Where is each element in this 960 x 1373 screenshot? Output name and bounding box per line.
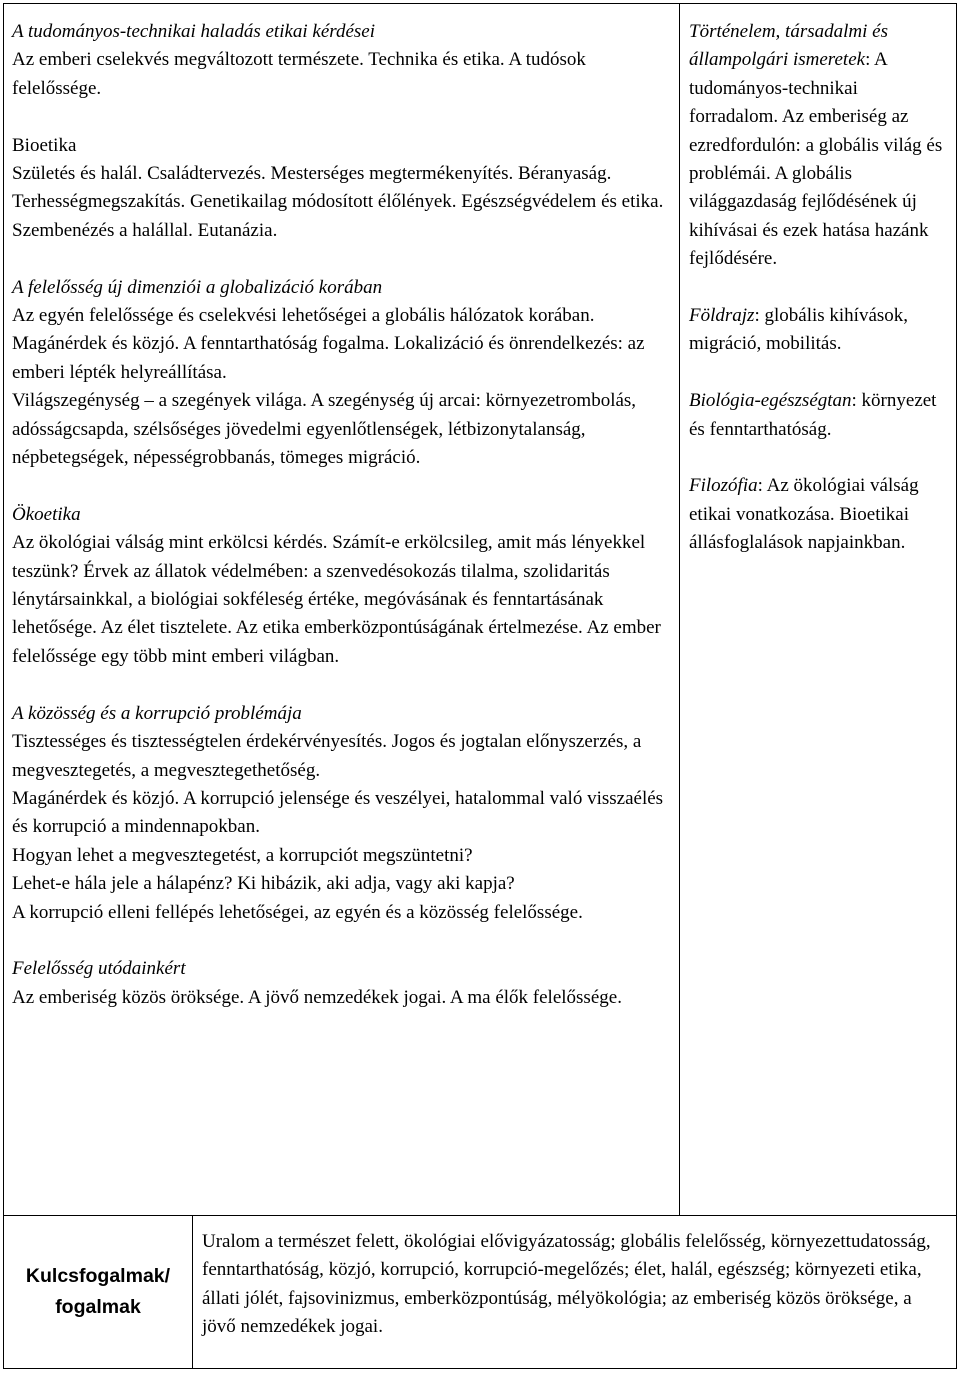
section-paragraph: Magánérdek és közjó. A korrupció jelensége és veszélyei, hatalommal való visszaélés és korrupció a mindennapokban. — [12, 787, 664, 838]
section-ecoethics — [12, 501, 672, 671]
section-paragraph: A korrupció elleni fellépés lehetőségei, az egyén és a közösség felelőssége. — [12, 901, 583, 923]
section-paragraph: Az ökológiai válság mint erkölcsi kérdés. Számít-e erkölcsileg, amit más lényekkel teszünk? Érvek az állatok védelmében: a szenvedésokozás tilalma, szolidaritás lénytársainkkal, a biológiai sokféleség értéke, megóvásának és fenntartásának lehetősége. Az élet tisztelete. Az etika emberközpontúságának értelmezése. Az ember felelőssége egy több mint emberi világban. — [12, 532, 661, 667]
subject-name: Történelem, társadalmi és állampolgári ismeretek — [689, 21, 888, 71]
section-paragraph: Az egyén felelőssége és cselekvési lehetőségei a globális hálózatok korában. — [12, 305, 595, 327]
section-title: Felelősség utódainkért — [12, 958, 186, 980]
keywords-text-cell — [192, 1215, 957, 1369]
section-globalization — [12, 274, 672, 473]
section-paragraph: Világszegénység – a szegények világa. A szegénység új arcai: környezetrombolás, adósságcsapda, szélsőséges jövedelmi egyenlőtlenségek, létbizonytalanság, népbetegségek, népességrobbanás, tömeges migráció. — [12, 390, 637, 469]
section-paragraph: Lehet-e hála jele a hálapénz? Ki hibázik, aki adja, vagy aki kapja? — [12, 873, 515, 895]
section-title: A közösség és a korrupció problémája — [12, 702, 302, 724]
section-future-generations — [12, 955, 672, 1012]
keywords-label-cell — [3, 1215, 193, 1369]
subject-name: Biológia-egészségtan — [689, 390, 852, 412]
cross-reference-history — [689, 18, 951, 274]
section-tech-ethics — [12, 18, 672, 103]
content-cell — [3, 3, 680, 1216]
section-paragraph: Az emberi cselekvés megváltozott természete. Technika és etika. A tudósok felelőssége. — [12, 49, 586, 99]
section-paragraph: Bioetika — [12, 134, 77, 156]
subject-name: Földrajz — [689, 305, 755, 327]
keywords-label: Kulcsfogalmak/ fogalmak — [25, 1265, 171, 1318]
subject-text: : Az ökológiai válság etikai vonatkozása. Bioetikai állásfoglalások napjainkban. — [689, 475, 919, 554]
cross-reference-philosophy — [689, 472, 951, 557]
section-title: A tudományos-technikai haladás etikai kérdései — [12, 21, 376, 42]
subject-text: : globális kihívások, migráció, mobilitás. — [689, 305, 909, 355]
cross-reference-biology — [689, 387, 951, 444]
subject-text: : A tudományos-technikai forradalom. Az emberiség az ezredfordulón: a globális világ és problémái. A globális világgazdaság fejlődésének új kihívásai és ezek hatása hazánk fejlődésére. — [689, 49, 943, 270]
keywords-text: Uralom a természet felett, ökológiai elővigyázatosság; globális felelősség, környezettudatosság, fenntarthatóság, közjó, korrupció, korrupció-megelőzés; élet, halál, egészség; környezeti etika, állati jólét, fajsovinizmus, emberközpontúság, mélyökológia; az emberiség közös öröksége, a jövő nemzedékek jogai. — [202, 1231, 931, 1338]
section-paragraph: Az emberiség közös öröksége. A jövő nemzedékek jogai. A ma élők felelőssége. — [12, 986, 622, 1008]
section-paragraph: Tisztességes és tisztességtelen érdekérvényesítés. Jogos és jogtalan előnyszerzés, a megvesztegetés, a megvesztegethetőség. — [12, 731, 642, 781]
section-title: A felelősség új dimenziói a globalizáció korában — [12, 276, 383, 298]
content-column — [12, 18, 672, 1012]
section-paragraph: Hogyan lehet a megvesztegetést, a korrupciót megszüntetni? — [12, 844, 473, 866]
cross-reference-column — [689, 18, 951, 586]
section-title: Ökoetika — [12, 503, 81, 525]
subject-text: : környezet és fenntarthatóság. — [689, 390, 937, 440]
section-paragraph: Magánérdek és közjó. A fenntarthatóság fogalma. Lokalizáció és önrendelkezés: az emberi lépték helyreállítása. — [12, 333, 645, 383]
section-corruption — [12, 700, 672, 927]
cross-reference-geography — [689, 302, 951, 359]
section-bioethics — [12, 132, 672, 246]
subject-name: Filozófia — [689, 475, 758, 497]
section-paragraph: Születés és halál. Családtervezés. Mesterséges megtermékenyítés. Béranyaság. Terhességmegszakítás. Genetikailag módosított élőlények. Egészségvédelem és etika. Szembenézés a halállal. Eutanázia. — [12, 163, 664, 241]
cross-reference-cell — [679, 3, 957, 1216]
